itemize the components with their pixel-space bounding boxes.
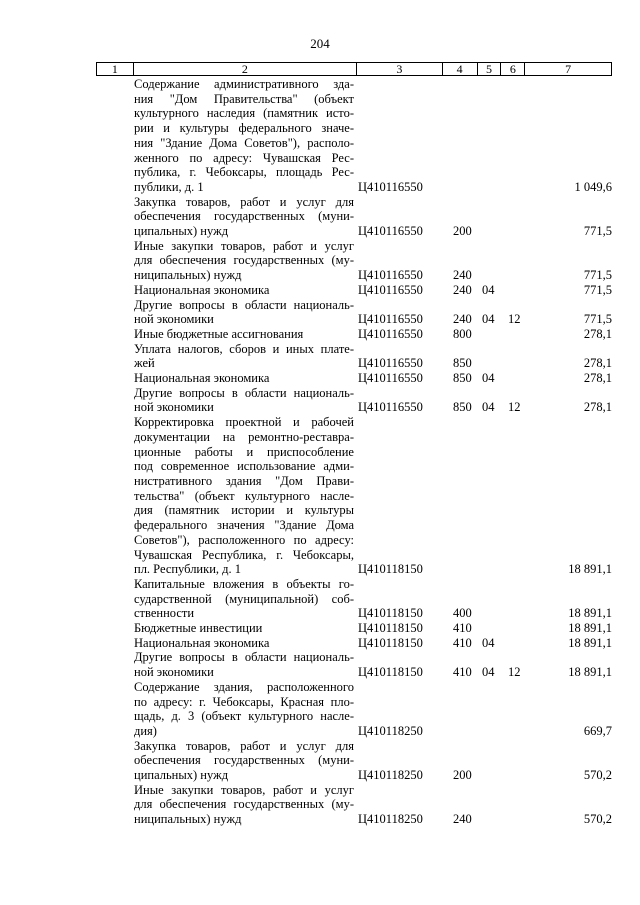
row-sum: 771,5: [583, 268, 612, 283]
row-name: [134, 342, 354, 371]
row-sum: 18 891,1: [568, 562, 612, 577]
row-name-line: Содержание здания, расположенного: [134, 679, 354, 694]
header-col-3: 3: [357, 63, 443, 75]
table-header: [96, 62, 612, 76]
row-name-line: ния "Дом Правительства" (объект: [134, 91, 354, 106]
row-name-line: Чувашская Республика, г. Чебоксары,: [134, 547, 354, 562]
table-row: [134, 283, 612, 298]
row-code: Ц410118250: [358, 768, 423, 783]
row-code: Ц410116550: [358, 179, 423, 194]
row-pr: 12: [508, 665, 521, 680]
row-name-line: сударственной (муниципальной) соб-: [134, 591, 354, 606]
row-name: [134, 239, 354, 283]
table-row: [134, 783, 612, 827]
header-col-7: 7: [565, 62, 572, 76]
table-row: [134, 298, 612, 327]
row-vr: 850: [453, 400, 472, 415]
table-row: [134, 386, 612, 415]
row-name-line: ной экономики: [134, 312, 214, 327]
row-vr: 410: [453, 621, 472, 636]
table-row: [134, 371, 612, 386]
row-sum: 570,2: [583, 812, 612, 827]
page-number: 204: [310, 36, 330, 51]
row-name-line: дия (памятник истории и культуры: [134, 503, 354, 518]
row-name-line: Закупка товаров, работ и услуг для: [134, 194, 354, 209]
row-vr: 240: [453, 282, 472, 297]
row-name-line: для обеспечения государственных (му-: [134, 253, 354, 268]
row-name-line: ципальных) нужд: [134, 224, 229, 239]
row-sum: 18 891,1: [568, 665, 612, 680]
row-name-line: Уплата налогов, сборов и иных плате-: [134, 341, 354, 356]
row-name-line: обеспечения государственных (муни-: [134, 753, 354, 768]
row-vr: 240: [453, 312, 472, 327]
row-name-line: ниципальных) нужд: [134, 268, 242, 283]
row-code: Ц410116550: [358, 282, 423, 297]
row-sum: 278,1: [583, 400, 612, 415]
header-col-4: 4: [443, 63, 478, 75]
row-name-line: щадь, д. 3 (объект культурного насле-: [134, 709, 354, 724]
row-name-line: ционные работы и приспособление: [134, 444, 354, 459]
row-sum: 771,5: [583, 282, 612, 297]
row-name-line: Советов"), расположенного по адресу:: [134, 532, 354, 547]
row-name-line: культурного наследия (памятник исто-: [134, 106, 354, 121]
table-row: [134, 680, 612, 739]
row-sum: 669,7: [583, 723, 612, 738]
row-name: [134, 680, 354, 739]
row-rz: 04: [482, 665, 495, 680]
row-rz: 04: [482, 400, 495, 415]
table-body: [134, 77, 612, 827]
row-name-line: тельства" (объект культурного насле-: [134, 488, 354, 503]
row-sum: 570,2: [583, 768, 612, 783]
row-code: Ц410116550: [358, 356, 423, 371]
row-code: Ц410116550: [358, 400, 423, 415]
row-name-line: ной экономики: [134, 665, 214, 680]
row-name-line: для обеспечения государственных (му-: [134, 797, 354, 812]
row-name-line: федерального значения "Здание Дома: [134, 518, 354, 533]
row-code: Ц410116550: [358, 371, 423, 386]
row-name: [134, 386, 354, 415]
table-row: [134, 415, 612, 577]
row-sum: 771,5: [583, 312, 612, 327]
table-row: [134, 342, 612, 371]
row-name: [134, 327, 354, 342]
row-code: Ц410118150: [358, 621, 423, 636]
row-vr: 200: [453, 224, 472, 239]
row-name-line: Капитальные вложения в объекты го-: [134, 576, 354, 591]
row-sum: 18 891,1: [568, 606, 612, 621]
row-name-line: Другие вопросы в области националь-: [134, 650, 354, 665]
row-sum: 278,1: [583, 356, 612, 371]
row-name: [134, 783, 354, 827]
row-name: [134, 77, 354, 195]
row-name-line: Национальная экономика: [134, 282, 270, 297]
row-vr: 800: [453, 326, 472, 341]
row-vr: 410: [453, 635, 472, 650]
row-code: Ц410118150: [358, 665, 423, 680]
row-name-line: пл. Республики, д. 1: [134, 562, 241, 577]
row-sum: 771,5: [583, 224, 612, 239]
row-name-line: публика, г. Чебоксары, площадь Рес-: [134, 165, 354, 180]
row-code: Ц410118150: [358, 635, 423, 650]
row-name-line: обеспечения государственных (муни-: [134, 209, 354, 224]
row-code: Ц410118150: [358, 606, 423, 621]
table-row: [134, 77, 612, 195]
row-sum: 18 891,1: [568, 621, 612, 636]
row-sum: 1 049,6: [574, 179, 612, 194]
row-rz: 04: [482, 312, 495, 327]
row-name-line: женного по адресу: Чувашская Рес-: [134, 150, 354, 165]
row-code: Ц410118250: [358, 812, 423, 827]
row-sum: 18 891,1: [568, 635, 612, 650]
row-vr: 200: [453, 768, 472, 783]
table-row: [134, 739, 612, 783]
row-rz: 04: [482, 635, 495, 650]
row-name-line: дия): [134, 723, 157, 738]
table-row: [134, 577, 612, 621]
row-name-line: Иные закупки товаров, работ и услуг: [134, 238, 354, 253]
row-name-line: документации на ремонтно-реставра-: [134, 429, 354, 444]
row-name-line: Корректировка проектной и рабочей: [134, 415, 354, 430]
row-rz: 04: [482, 282, 495, 297]
table-row: [134, 195, 612, 239]
row-sum: 278,1: [583, 326, 612, 341]
row-vr: 400: [453, 606, 472, 621]
row-name-line: нистративного здания "Дом Прави-: [134, 473, 354, 488]
row-name-line: Другие вопросы в области националь-: [134, 297, 354, 312]
row-name-line: Закупка товаров, работ и услуг для: [134, 738, 354, 753]
row-name-line: Другие вопросы в области националь-: [134, 385, 354, 400]
header-col-6: 6: [501, 63, 525, 75]
table-row: [134, 636, 612, 651]
row-name: [134, 371, 354, 386]
header-col-5: 5: [478, 63, 502, 75]
header-col-2: 2: [134, 63, 357, 75]
row-name-line: ной экономики: [134, 400, 214, 415]
row-name-line: под современное использование адми-: [134, 459, 354, 474]
row-pr: 12: [508, 312, 521, 327]
row-name-line: публики, д. 1: [134, 179, 204, 194]
row-vr: 850: [453, 371, 472, 386]
row-name-line: ственности: [134, 606, 195, 621]
row-name: [134, 621, 354, 636]
row-name: [134, 577, 354, 621]
row-name-line: жей: [134, 356, 155, 371]
row-code: Ц410116550: [358, 312, 423, 327]
table-row: [134, 650, 612, 679]
row-name-line: по адресу: г. Чебоксары, Красная пло-: [134, 694, 354, 709]
row-name: [134, 298, 354, 327]
row-name: [134, 636, 354, 651]
row-name-line: Содержание административного зда-: [134, 77, 354, 91]
row-code: Ц410116550: [358, 224, 423, 239]
row-sum: 278,1: [583, 371, 612, 386]
header-col-1: 1: [97, 63, 134, 75]
row-vr: 850: [453, 356, 472, 371]
row-name: [134, 739, 354, 783]
row-name-line: Иные закупки товаров, работ и услуг: [134, 782, 354, 797]
row-vr: 240: [453, 812, 472, 827]
row-name-line: Национальная экономика: [134, 371, 270, 386]
row-name-line: ниципальных) нужд: [134, 812, 242, 827]
row-name-line: рии и культуры федерального значе-: [134, 121, 354, 136]
row-code: Ц410116550: [358, 268, 423, 283]
row-name: [134, 415, 354, 577]
row-vr: 240: [453, 268, 472, 283]
row-rz: 04: [482, 371, 495, 386]
row-name-line: Бюджетные инвестиции: [134, 621, 263, 636]
row-pr: 12: [508, 400, 521, 415]
row-code: Ц410118250: [358, 723, 423, 738]
row-name: [134, 650, 354, 679]
row-name: [134, 195, 354, 239]
row-code: Ц410116550: [358, 326, 423, 341]
row-vr: 410: [453, 665, 472, 680]
row-name-line: ния "Здание Дома Советов"), располо-: [134, 135, 354, 150]
row-code: Ц410118150: [358, 562, 423, 577]
table-row: [134, 621, 612, 636]
table-row: [134, 239, 612, 283]
row-name-line: Национальная экономика: [134, 635, 270, 650]
row-name-line: Иные бюджетные ассигнования: [134, 326, 304, 341]
table-row: [134, 327, 612, 342]
row-name: [134, 283, 354, 298]
row-name-line: ципальных) нужд: [134, 768, 229, 783]
